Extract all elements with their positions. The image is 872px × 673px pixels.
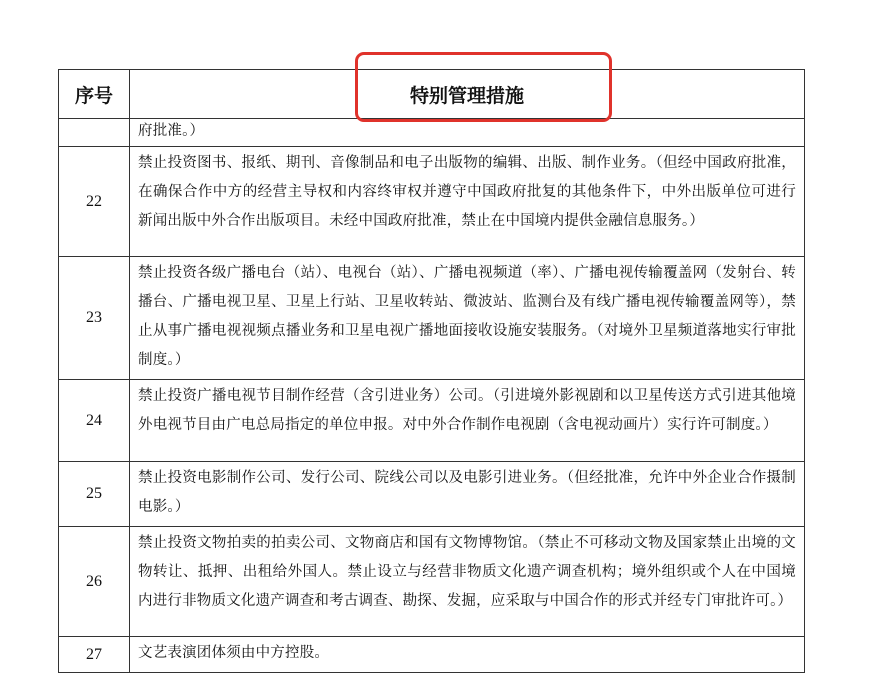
row-text: 禁止投资电影制作公司、发行公司、院线公司以及电影引进业务。（但经批准，允许中外企业合作摄制电影。） <box>130 462 805 527</box>
regulation-table <box>58 69 805 673</box>
table-row <box>59 147 805 257</box>
row-text: 府批准。） <box>130 119 805 147</box>
header-serial-number: 序号 <box>59 70 130 119</box>
row-text: 禁止投资广播电视节目制作经营（含引进业务）公司。（引进境外影视剧和以卫星传送方式引进其他境外电视节目由广电总局指定的单位申报。对中外合作制作电视剧（含电视动画片）实行许可制度。） <box>130 380 805 462</box>
table-row <box>59 380 805 462</box>
table-header-row <box>59 70 805 119</box>
table-row <box>59 637 805 673</box>
row-number: 23 <box>59 257 130 380</box>
row-text: 禁止投资各级广播电台（站）、电视台（站）、广播电视频道（率）、广播电视传输覆盖网（发射台、转播台、广播电视卫星、卫星上行站、卫星收转站、微波站、监测台及有线广播电视传输覆盖网等），禁止从事广播电视视频点播业务和卫星电视广播地面接收设施安装服务。（对境外卫星频道落地实行审批制度。） <box>130 257 805 380</box>
row-text: 文艺表演团体须由中方控股。 <box>130 637 805 673</box>
table-row <box>59 462 805 527</box>
row-number: 25 <box>59 462 130 527</box>
row-text: 禁止投资文物拍卖的拍卖公司、文物商店和国有文物博物馆。（禁止不可移动文物及国家禁止出境的文物转让、抵押、出租给外国人。禁止设立与经营非物质文化遗产调查机构；境外组织或个人在中国境内进行非物质文化遗产调查和考古调查、勘探、发掘，应采取与中国合作的形式并经专门审批许可。） <box>130 527 805 637</box>
header-special-measures: 特别管理措施 <box>130 70 805 119</box>
row-number: 22 <box>59 147 130 257</box>
row-number: 24 <box>59 380 130 462</box>
table-row <box>59 119 805 147</box>
table-row <box>59 527 805 637</box>
row-number: 26 <box>59 527 130 637</box>
row-text: 禁止投资图书、报纸、期刊、音像制品和电子出版物的编辑、出版、制作业务。（但经中国政府批准，在确保合作中方的经营主导权和内容终审权并遵守中国政府批复的其他条件下，中外出版单位可进行新闻出版中外合作出版项目。未经中国政府批准，禁止在中国境内提供金融信息服务。） <box>130 147 805 257</box>
row-number <box>59 119 130 147</box>
row-number: 27 <box>59 637 130 673</box>
table-row <box>59 257 805 380</box>
